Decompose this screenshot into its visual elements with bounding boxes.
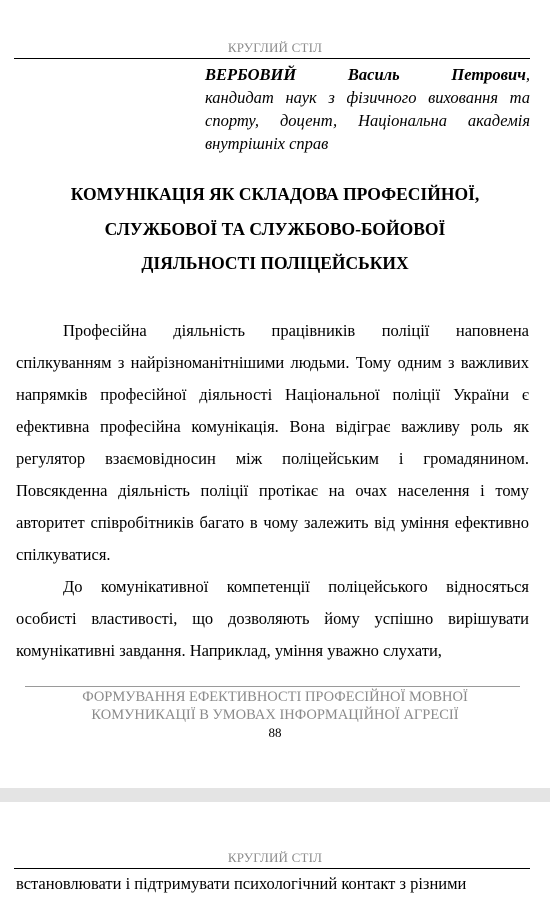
header-rule — [14, 868, 530, 869]
running-footer — [0, 688, 550, 724]
article-body — [16, 873, 529, 895]
article-body — [16, 315, 529, 667]
title-line: КОМУНІКАЦІЯ ЯК СКЛАДОВА ПРОФЕСІЙНОЇ, — [70, 184, 480, 204]
author-patronymic: Петрович , — [451, 63, 530, 86]
author-name — [205, 63, 530, 86]
author-affiliation: кандидат наук з фізичного виховання та спорту, доцент, Національна академія внутрішніх справ — [205, 88, 530, 153]
article-title — [16, 177, 534, 281]
paragraph: Професійна діяльність працівників поліції наповнена спілкуванням з найрізноманітнішими людьми. Тому одним з важливих напрямків професійної діяльності Національної поліції України є ефективна професійна комунікація. Вона відіграє важливу роль як регулятор взаємовідносин між поліцейським і громадянином. Повсякденна діяльність поліції протікає на очах населення і тому авторитет співробітників багато в чому залежить від уміння ефективно спілкуватися. — [16, 320, 529, 564]
author-block — [205, 63, 530, 155]
author-surname: ВЕРБОВИЙ — [205, 65, 297, 84]
paragraph: До комунікативної компетенції поліцейського відносяться особисті властивості, що дозволяють йому успішно вирішувати комунікативні завдання. Наприклад, уміння уважно слухати, — [16, 576, 529, 660]
running-head: КРУГЛИЙ СТІЛ — [227, 40, 323, 55]
title-line: СЛУЖБОВОЇ ТА СЛУЖБОВО-БОЙОВОЇ — [104, 218, 446, 239]
title-line: ДІЯЛЬНОСТІ ПОЛІЦЕЙСЬКИХ — [141, 253, 409, 273]
paragraph: встановлювати і підтримувати психологічний контакт з різними — [16, 874, 467, 893]
footer-line: КОМУНИКАЦІЇ В УМОВАХ ІНФОРМАЦІЙНОЇ АГРЕСІЇ — [91, 707, 459, 723]
author-first-name: Василь — [347, 65, 400, 84]
header-rule — [14, 58, 530, 59]
page-separator — [0, 788, 550, 802]
running-head: КРУГЛИЙ СТІЛ — [227, 850, 323, 865]
page-number: 88 — [268, 725, 282, 740]
footer-line: ФОРМУВАННЯ ЕФЕКТИВНОСТІ ПРОФЕСІЙНОЇ МОВНОЇ — [82, 689, 468, 705]
footer-rule — [25, 686, 520, 687]
next-document-page — [0, 802, 550, 900]
